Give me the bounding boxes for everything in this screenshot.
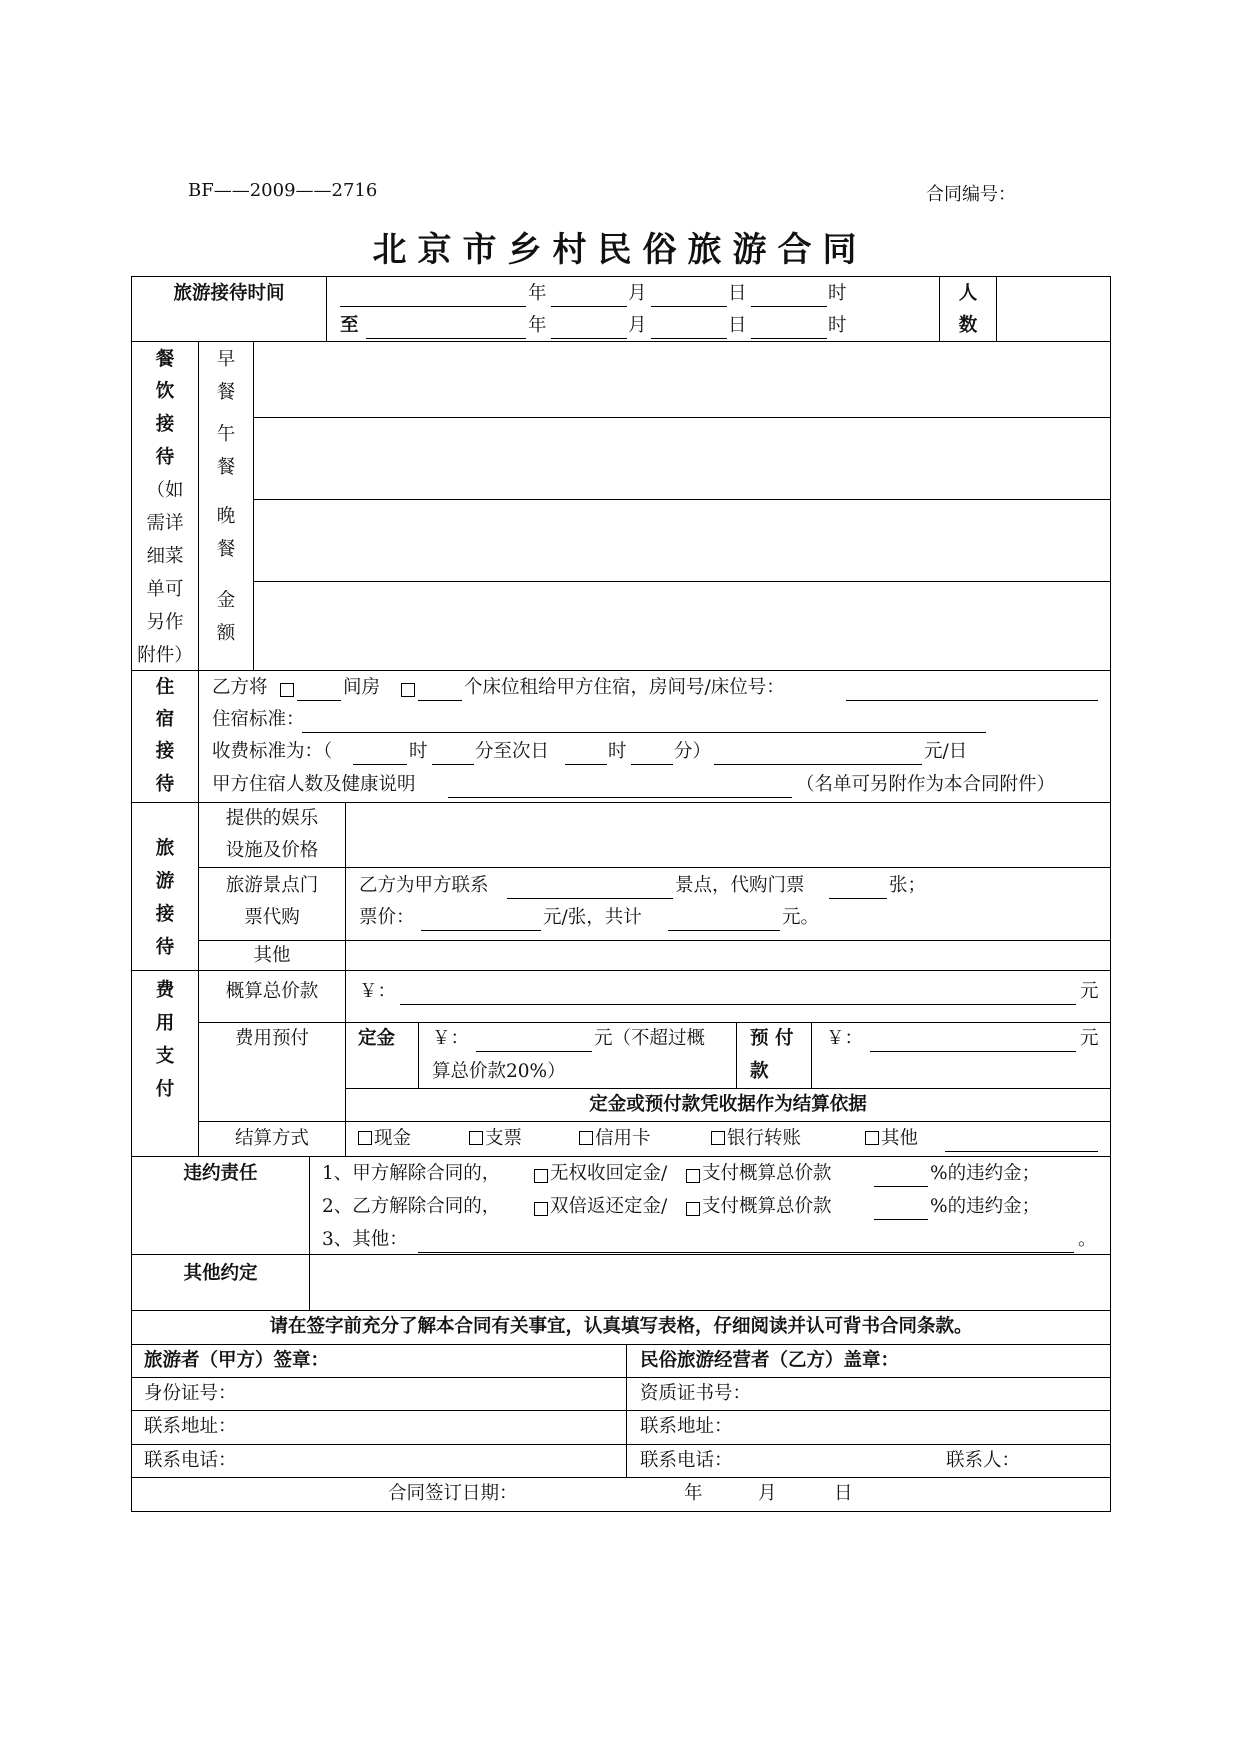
party-b-address-label: 联系地址：	[640, 1416, 733, 1437]
yen-label: ￥：	[826, 1028, 864, 1049]
meal-amount-field[interactable]	[255, 583, 1108, 668]
end-hour-field[interactable]	[751, 317, 827, 339]
page-title: 北京市乡村民俗旅游合同	[372, 230, 868, 270]
start-day-field[interactable]	[651, 285, 727, 307]
advance-amount-field[interactable]	[870, 1030, 1076, 1052]
dining-note: 另作	[146, 612, 184, 633]
lodging-text: （名单可另附作为本合同附件）	[796, 774, 1056, 795]
breach-text: %的违约金；	[930, 1196, 1041, 1217]
room-checkbox[interactable]	[280, 683, 294, 697]
lodging-text: 个床位租给甲方住宿，房间号/床位号：	[464, 677, 785, 698]
dining-note: 单可	[146, 579, 184, 600]
option-credit-card[interactable]: 信用卡	[579, 1128, 651, 1150]
dinner-label: 餐	[216, 539, 236, 560]
deposit-amount-field[interactable]	[476, 1030, 592, 1052]
breach-text: 双倍返还定金/	[550, 1196, 668, 1217]
dining-label-char: 饮	[155, 381, 175, 402]
hour-label: 时	[828, 315, 847, 336]
payment-label-char: 支	[155, 1046, 175, 1067]
estimate-total-label: 概算总价款	[225, 981, 319, 1002]
settlement-basis-note: 定金或预付款凭收据作为结算依据	[589, 1094, 867, 1115]
dining-label-char: 待	[155, 447, 175, 468]
fee-end-hour-field[interactable]	[565, 743, 607, 765]
room-number-field[interactable]	[846, 679, 1098, 701]
bed-count-field[interactable]	[418, 679, 462, 701]
option-bank-transfer[interactable]: 银行转账	[711, 1128, 801, 1150]
breakfast-label: 早	[216, 349, 236, 370]
lodging-text: 元/日	[924, 741, 968, 762]
estimate-total-field[interactable]	[400, 983, 1076, 1005]
ticket-price-field[interactable]	[421, 909, 541, 931]
guest-health-label: 甲方住宿人数及健康说明	[212, 774, 416, 795]
lodging-label-char: 住	[155, 677, 175, 698]
forfeit-deposit-checkbox[interactable]	[534, 1169, 548, 1183]
lodging-text: 时	[409, 741, 428, 762]
tour-label-char: 游	[155, 871, 175, 892]
deposit-text: 算总价款20%）	[432, 1061, 566, 1082]
party-a-penalty-checkbox[interactable]	[686, 1169, 700, 1183]
lodging-text: 间房	[343, 677, 381, 698]
reception-time-label: 旅游接待时间	[173, 283, 285, 304]
party-b-seal-label: 民俗旅游经营者（乙方）盖章：	[640, 1350, 900, 1371]
certificate-number-label: 资质证书号：	[640, 1383, 752, 1404]
advance-label: 预 付	[750, 1028, 794, 1049]
breach-liability-label: 违约责任	[183, 1163, 258, 1184]
contract-number-label: 合同编号：	[926, 184, 1016, 205]
month-label: 月	[628, 283, 647, 304]
day-label: 日	[834, 1483, 853, 1504]
end-month-field[interactable]	[551, 317, 627, 339]
deposit-label: 定金	[358, 1028, 396, 1049]
ticket-text: 景点，代购门票	[675, 875, 805, 896]
yen-label: ￥：	[432, 1028, 470, 1049]
lodging-text: 分）	[674, 741, 712, 762]
end-year-field[interactable]	[366, 317, 526, 339]
day-label: 日	[728, 315, 747, 336]
dining-label-char: 餐	[155, 349, 175, 370]
prepay-label: 费用预付	[234, 1028, 309, 1049]
start-hour-field[interactable]	[751, 285, 827, 307]
lodging-label-char: 接	[155, 741, 175, 762]
dining-note: （如	[146, 480, 184, 501]
entertainment-field[interactable]	[347, 804, 1108, 865]
ticket-count-field[interactable]	[829, 877, 887, 899]
lodging-text: 分至次日	[475, 741, 550, 762]
lodging-label-char: 宿	[155, 709, 175, 730]
party-a-penalty-percent-field[interactable]	[874, 1165, 928, 1187]
year-label: 年	[528, 283, 547, 304]
dining-note: 细菜	[146, 546, 184, 567]
ticket-text: 张；	[889, 875, 927, 896]
ticket-total-field[interactable]	[668, 909, 780, 931]
entertainment-label: 设施及价格	[225, 840, 319, 861]
other-agreements-field[interactable]	[311, 1256, 1108, 1308]
people-count-field[interactable]	[998, 278, 1108, 340]
payment-label-char: 用	[155, 1013, 175, 1034]
guest-health-field[interactable]	[448, 776, 792, 798]
dinner-field[interactable]	[255, 501, 1108, 579]
yuan-label: 元	[1080, 1028, 1099, 1049]
other-method-field[interactable]	[945, 1130, 1098, 1152]
option-cheque[interactable]: 支票	[469, 1128, 522, 1150]
breach-text: 2、乙方解除合同的，	[322, 1196, 501, 1217]
tour-label-char: 旅	[155, 838, 175, 859]
ticket-purchase-label: 票代购	[244, 907, 300, 928]
lunch-field[interactable]	[255, 419, 1108, 497]
payment-label-char: 费	[155, 980, 175, 1001]
people-label-1: 人	[958, 283, 978, 304]
double-deposit-checkbox[interactable]	[534, 1202, 548, 1216]
breach-text: %的违约金；	[930, 1163, 1041, 1184]
ticket-text: 乙方为甲方联系	[359, 875, 489, 896]
lunch-label: 餐	[216, 457, 236, 478]
start-month-field[interactable]	[551, 285, 627, 307]
people-label-2: 数	[958, 315, 978, 336]
breakfast-label: 餐	[216, 382, 236, 403]
breach-text: 无权收回定金/	[550, 1163, 668, 1184]
party-a-phone-label: 联系电话：	[144, 1450, 237, 1471]
lunch-label: 午	[216, 424, 236, 445]
tour-other-field[interactable]	[347, 942, 1108, 969]
tour-label-char: 待	[155, 937, 175, 958]
dinner-label: 晚	[216, 506, 236, 527]
other-agreements-label: 其他约定	[183, 1263, 258, 1284]
amount-label: 金	[216, 590, 236, 611]
year-label: 年	[528, 315, 547, 336]
dining-note: 需详	[146, 513, 184, 534]
year-label: 年	[684, 1483, 703, 1504]
yen-label: ￥：	[359, 981, 397, 1002]
payment-label-char: 付	[155, 1079, 175, 1100]
option-cash[interactable]: 现金	[358, 1128, 411, 1150]
hour-label: 时	[828, 283, 847, 304]
breach-other-field[interactable]	[418, 1231, 1074, 1253]
settlement-method-label: 结算方式	[234, 1128, 309, 1149]
fee-end-minute-field[interactable]	[631, 743, 673, 765]
tour-other-label: 其他	[253, 945, 291, 966]
bed-checkbox[interactable]	[401, 683, 415, 697]
deposit-text: 元（不超过概	[594, 1028, 706, 1049]
advance-label: 款	[750, 1061, 769, 1082]
month-label: 月	[628, 315, 647, 336]
signing-date-label: 合同签订日期：	[388, 1483, 518, 1504]
party-a-signature-label: 旅游者（甲方）签章：	[144, 1350, 330, 1371]
document-code: BF——2009——2716	[188, 180, 378, 201]
breach-text: 3、其他：	[322, 1229, 408, 1250]
breakfast-field[interactable]	[255, 343, 1108, 415]
scenic-spot-field[interactable]	[507, 877, 673, 899]
amount-label: 额	[216, 623, 236, 644]
day-label: 日	[728, 283, 747, 304]
month-label: 月	[758, 1483, 777, 1504]
party-b-phone-label: 联系电话：	[640, 1450, 733, 1471]
fee-standard-label: 收费标准为：（	[212, 741, 333, 762]
ticket-purchase-label: 旅游景点门	[225, 875, 319, 896]
ticket-text: 票价：	[359, 907, 415, 928]
tour-label-char: 接	[155, 904, 175, 925]
lodging-text: 时	[608, 741, 627, 762]
fee-start-hour-field[interactable]	[353, 743, 407, 765]
ticket-text: 元。	[782, 907, 820, 928]
fee-per-day-field[interactable]	[714, 743, 922, 765]
to-label: 至	[340, 315, 359, 336]
lodging-standard-field[interactable]	[302, 711, 986, 733]
room-count-field[interactable]	[297, 679, 341, 701]
breach-text: 支付概算总价款	[702, 1196, 832, 1217]
contact-person-label: 联系人：	[946, 1450, 1021, 1471]
option-other[interactable]: 其他	[865, 1128, 918, 1150]
breach-text: 1、甲方解除合同的，	[322, 1163, 501, 1184]
dining-note: 附件）	[137, 645, 193, 666]
fee-start-minute-field[interactable]	[432, 743, 474, 765]
party-a-address-label: 联系地址：	[144, 1416, 237, 1437]
lodging-standard-label: 住宿标准：	[212, 709, 305, 730]
id-number-label: 身份证号：	[144, 1383, 237, 1404]
breach-text: 。	[1078, 1229, 1097, 1250]
ticket-text: 元/张，共计	[543, 907, 642, 928]
dining-label-char: 接	[155, 414, 175, 435]
breach-text: 支付概算总价款	[702, 1163, 832, 1184]
entertainment-label: 提供的娱乐	[225, 808, 319, 829]
end-day-field[interactable]	[651, 317, 727, 339]
start-year-field[interactable]	[340, 285, 526, 307]
yuan-label: 元	[1080, 981, 1099, 1002]
lodging-text: 乙方将	[212, 677, 268, 698]
party-b-penalty-checkbox[interactable]	[686, 1202, 700, 1216]
signing-notice: 请在签字前充分了解本合同有关事宜，认真填写表格，仔细阅读并认可背书合同条款。	[269, 1316, 973, 1337]
party-b-penalty-percent-field[interactable]	[874, 1198, 928, 1220]
lodging-label-char: 待	[155, 774, 175, 795]
